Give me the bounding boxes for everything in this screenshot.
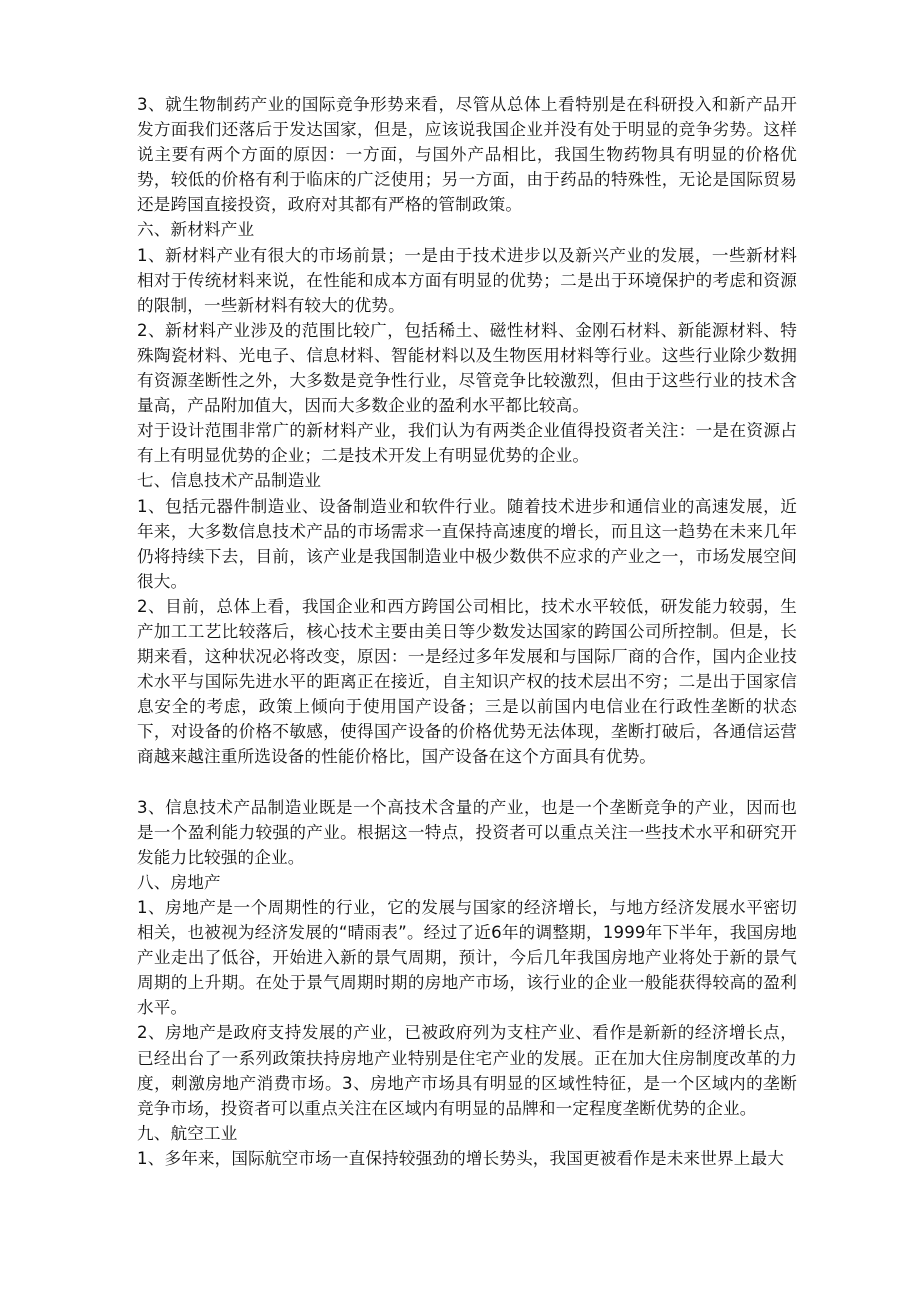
section-heading-new-materials: 六、新材料产业 — [137, 220, 255, 240]
paragraph-real-estate-1: 1、房地产是一个周期性的行业，它的发展与国家的经济增长，与地方经济发展水平密切相关，也被视为经济发展的“晴雨表”。经过了近6年的调整期，1999年下半年，我国房地产业走出了低谷，开始进入新的景气周期，预计，今后几年我国房地产业将处于新的景气周期的上升期。在处于景气周期时期的房地产市场，该行业的企业一般能获得较高的盈利水平。 — [137, 898, 797, 1018]
blank-line — [137, 770, 797, 795]
paragraph-it-3: 3、信息技术产品制造业既是一个高技术含量的产业，也是一个垄断竞争的产业，因而也是一个盈利能力较强的产业。根据这一特点，投资者可以重点关注一些技术水平和研究开发能力比较强的企业。 — [137, 797, 797, 867]
paragraph-it-2: 2、目前，总体上看，我国企业和西方跨国公司相比，技术水平较低，研发能力较弱，生产加工工艺比较落后，核心技术主要由美日等少数发达国家的跨国公司所控制。但是，长期来看，这种状况必将改变，原因：一是经过多年发展和与国际厂商的合作，国内企业技术水平与国际先进水平的距离正在接近，自主知识产权的技术层出不穷；二是出于国家信息安全的考虑，政策上倾向于使用国产设备；三是以前国内电信业在行政性垄断的状态下，对设备的价格不敏感，使得国产设备的价格优势无法体现，垄断打破后，各通信运营商越来越注重所选设备的性能价格比，国产设备在这个方面具有优势。 — [137, 596, 797, 767]
paragraph-aviation-1: 1、多年来，国际航空市场一直保持较强劲的增长势头，我国更被看作是未来世界上最大 — [137, 1148, 784, 1168]
paragraph-it-1: 1、包括元器件制造业、设备制造业和软件行业。随着技术进步和通信业的高速发展，近年来，大多数信息技术产品的市场需求一直保持高速度的增长，而且这一趋势在未来几年仍将持续下去，目前，该产业是我国制造业中极少数供不应求的产业之一，市场发展空间很大。 — [137, 496, 797, 591]
section-heading-real-estate: 八、房地产 — [137, 872, 221, 892]
section-heading-it-manufacturing: 七、信息技术产品制造业 — [137, 471, 322, 491]
paragraph-new-materials-investors: 对于设计范围非常广的新材料产业，我们认为有两类企业值得投资者关注：一是在资源占有上有明显优势的企业；二是技术开发上有明显优势的企业。 — [137, 421, 797, 466]
paragraph-new-materials-1: 1、新材料产业有很大的市场前景；一是由于技术进步以及新兴产业的发展，一些新材料相对于传统材料来说，在性能和成本方面有明显的优势；二是出于环境保护的考虑和资源的限制，一些新材料有较大的优势。 — [137, 245, 797, 315]
document-page — [137, 92, 797, 1171]
paragraph-real-estate-2: 2、房地产是政府支持发展的产业，已被政府列为支柱产业、看作是新新的经济增长点，已经出台了一系列政策扶持房地产业特别是住宅产业的发展。正在加大住房制度改革的力度，刺激房地产消费市场。3、房地产市场具有明显的区域性特征，是一个区域内的垄断竞争市场，投资者可以重点关注在区域内有明显的品牌和一定程度垄断优势的企业。 — [137, 1023, 797, 1118]
section-heading-aviation: 九、航空工业 — [137, 1123, 238, 1143]
paragraph-new-materials-2: 2、新材料产业涉及的范围比较广，包括稀土、磁性材料、金刚石材料、新能源材料、特殊陶瓷材料、光电子、信息材料、智能材料以及生物医用材料等行业。这些行业除少数拥有资源垄断性之外，大多数是竞争性行业，尽管竞争比较激烈，但由于这些行业的技术含量高，产品附加值大，因而大多数企业的盈利水平都比较高。 — [137, 320, 797, 416]
paragraph-biopharma-3: 3、就生物制药产业的国际竞争形势来看，尽管从总体上看特别是在科研投入和新产品开发方面我们还落后于发达国家，但是，应该说我国企业并没有处于明显的竞争劣势。这样说主要有两个方面的原因：一方面，与国外产品相比，我国生物药物具有明显的价格优势，较低的价格有利于临床的广泛使用；另一方面，由于药品的特殊性，无论是国际贸易还是跨国直接投资，政府对其都有严格的管制政策。 — [137, 95, 797, 215]
